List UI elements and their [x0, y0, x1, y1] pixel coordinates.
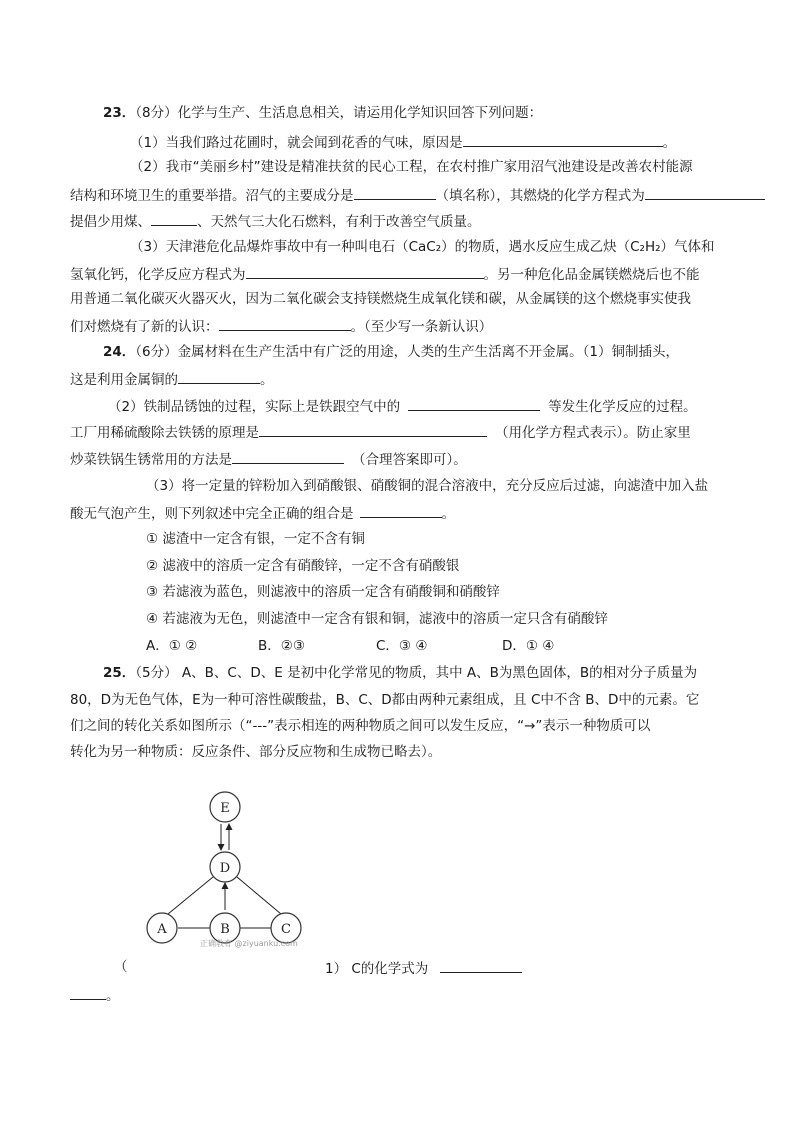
q23-part2-text-a: （2）我市“美丽乡村”建设是精准扶贫的民心工程，在农村推广家用沼气池建设是改善农村能源 [130, 159, 693, 175]
q24-part3-text-b-end: 。 [441, 506, 455, 522]
q23-part1-end: 。 [662, 135, 677, 151]
q25-text-1: （5分） A、B、C、D、E 是初中化学常见的物质，其中 A、B为黑色固体，B的相对分子质量为 [135, 665, 698, 681]
q24-blank-1[interactable] [178, 368, 260, 384]
q24-intro-line [103, 342, 679, 362]
q24-statement-2: ② 滤液中的溶质一定含有硝酸锌，一定不含有硝酸银 [146, 558, 460, 574]
q24-part3-line2 [70, 502, 455, 524]
q25-sub-open: （ [114, 959, 128, 975]
q24-blank-2[interactable] [408, 395, 540, 411]
link-d-a [168, 877, 213, 914]
q23-part3-line2 [70, 263, 700, 285]
q23-blank-5[interactable] [246, 263, 484, 279]
q23-blank-2[interactable] [354, 184, 436, 200]
q23-part2-line1 [130, 157, 693, 177]
q23-part3-text-d-start: 们对燃烧有了新的认识： [70, 319, 219, 335]
q23-part2-line2 [70, 184, 765, 206]
q25-line2: 80，D为无色气体，E为一种可溶性碳酸盐，B、C、D都由两种元素组成，且 C中不含 B、D中的元素。它 [70, 692, 700, 708]
q25-line3: 们之间的转化关系如图所示（“---”表示相连的两种物质之间可以发生反应，“→”表示一种物质可以 [70, 718, 651, 734]
q24-part1 [70, 368, 274, 390]
q25-sub-end: 。 [106, 988, 120, 1004]
q25-sub-text: 1） C的化学式为 [325, 961, 429, 977]
q23-part2-line3 [70, 210, 481, 232]
q23-part2-text-c-end: 、天然气三大化石燃料，有利于改善空气质量。 [197, 214, 481, 230]
q23-part3-text-c: 用普通二氧化碳灭火器灭火，因为二氧化碳会支持镁燃烧生成氧化镁和碳，从金属镁的这个燃烧事实使我 [70, 291, 691, 307]
q23-part3-text-b-start: 氢氧化钙，化学反应方程式为 [70, 267, 246, 283]
q23-intro-line [103, 103, 542, 123]
q24-part2-text-c-end: （合理答案即可）。 [352, 452, 467, 468]
q25-sub-line2 [70, 984, 120, 1006]
q25-sub-line [325, 957, 522, 979]
q24-part2-text-c-start: 炒菜铁锅生锈常用的方法是 [70, 452, 232, 468]
node-c-label: C [281, 922, 291, 937]
q24-part2-text-a-start: （2）铁制品锈蚀的过程，实际上是铁跟空气中的 [108, 399, 401, 415]
q24-part2-line2 [70, 421, 691, 443]
q24-option-c[interactable]: C．③ ④ [376, 638, 428, 654]
q24-part2-text-a-end: 等发生化学反应的过程。 [548, 399, 697, 415]
link-d-c [237, 877, 281, 914]
q24-part3-line1 [146, 476, 708, 496]
q23-part2-text-b-mid: （填名称），其燃烧的化学方程式为 [435, 188, 645, 204]
q23-part2-text-c-start: 提倡少用煤、 [70, 214, 151, 230]
q24-intro: （6分）金属材料在生产生活中有广泛的用途，人类的生产生活离不开金属。（1）铜制插头， [135, 344, 679, 360]
node-e-label: E [220, 801, 230, 816]
q24-part2-text-b-start: 工厂用稀硫酸除去铁锈的原理是 [70, 425, 259, 441]
q23-part3-text-a: （3）天津港危化品爆炸事故中有一种叫电石（CaC₂）的物质，遇水反应生成乙炔（C₂H₂）气体和 [130, 239, 715, 255]
q25-blank-1-cont[interactable] [70, 984, 106, 1000]
q23-blank-3[interactable] [645, 184, 765, 200]
q23-intro: （8分）化学与生产、生活息息相关，请运用化学知识回答下列问题： [135, 105, 543, 121]
node-b-label: B [220, 922, 230, 937]
q24-part2-text-b-end: （用化学方程式表示）。防止家里 [495, 425, 691, 441]
q23-part3-line3 [70, 289, 691, 309]
q25-line4: 转化为另一种物质：反应条件、部分反应物和生成物已略去）。 [70, 744, 442, 760]
q23-part3-text-b-end: 。另一种危化品金属镁燃烧后也不能 [483, 267, 700, 283]
q23-part1 [130, 131, 676, 153]
q23-blank-4[interactable] [151, 210, 197, 226]
q24-part1-end: 。 [260, 372, 274, 388]
q25-line1 [103, 663, 697, 683]
q24-statement-4: ④ 若滤液为无色，则滤渣中一定含有银和铜，滤液中的溶质一定只含有硝酸锌 [146, 611, 608, 627]
q24-option-b[interactable]: B．②③ [258, 638, 305, 654]
q24-part2-line3 [70, 448, 467, 470]
relationship-diagram [140, 780, 320, 952]
q25-blank-1[interactable] [440, 957, 522, 973]
node-d-label: D [219, 861, 231, 876]
q23-number: 23． [103, 105, 136, 121]
q24-part3-text-b-start: 酸无气泡产生，则下列叙述中完全正确的组合是 [70, 506, 354, 522]
q24-number: 24． [103, 344, 136, 360]
q24-blank-5[interactable] [360, 502, 442, 518]
q25-number: 25． [103, 665, 136, 681]
q23-blank-6[interactable] [219, 315, 351, 331]
watermark: 正确教育 @ziyuanku.com [200, 939, 298, 948]
q24-part3-text-a: （3）将一定量的锌粉加入到硝酸银、硝酸铜的混合溶液中，充分反应后过滤，向滤渣中加入盐 [146, 478, 709, 494]
node-a-label: A [157, 922, 167, 937]
q24-option-d[interactable]: D．① ④ [502, 638, 555, 654]
q23-part2-text-b: 结构和环境卫生的重要举措。沼气的主要成分是 [70, 188, 354, 204]
q24-option-a[interactable]: A．① ② [146, 638, 198, 654]
q24-part2-line1 [108, 395, 697, 417]
q23-blank-1[interactable] [463, 131, 663, 147]
q23-part3-line1 [130, 237, 715, 257]
q24-part1-text: 这是利用金属铜的 [70, 372, 178, 388]
q23-part3-text-d-end: 。（至少写一条新认识） [350, 319, 493, 335]
q24-statement-1: ① 滤渣中一定含有银，一定不含有铜 [146, 531, 365, 547]
q24-statement-3: ③ 若滤液为蓝色，则滤液中的溶质一定含有硝酸铜和硝酸锌 [146, 584, 500, 600]
q24-blank-3[interactable] [259, 421, 487, 437]
q24-blank-4[interactable] [232, 448, 344, 464]
q23-part1-text: （1）当我们路过花圃时，就会闻到花香的气味，原因是 [130, 135, 463, 151]
q23-part3-line4 [70, 315, 492, 337]
